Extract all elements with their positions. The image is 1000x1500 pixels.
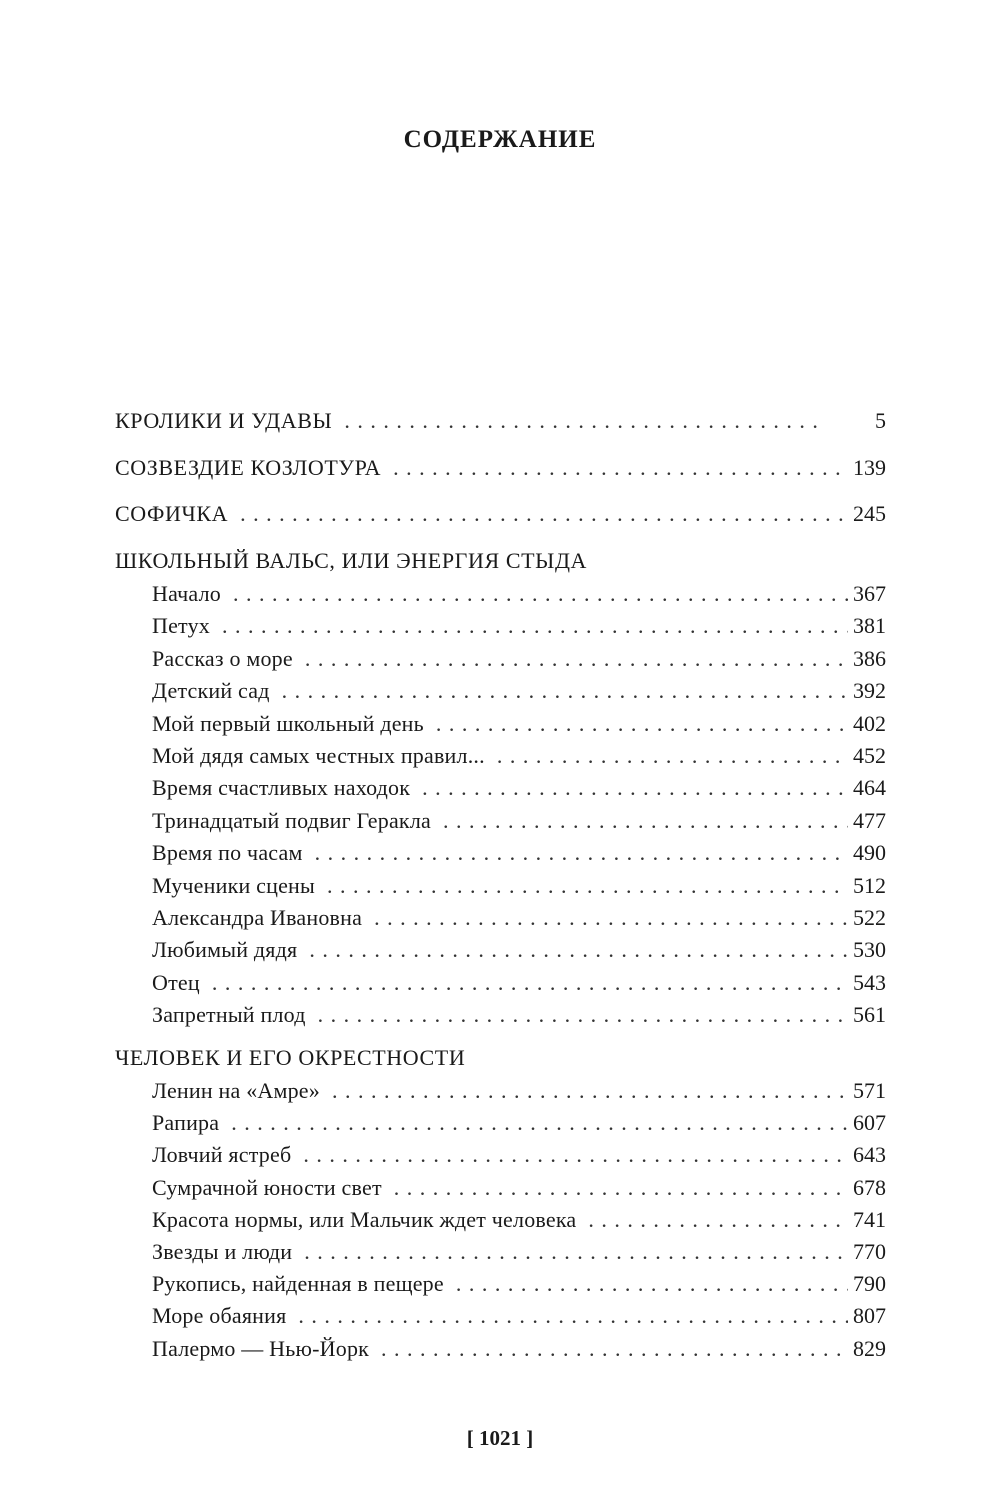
toc-subentry-title: Любимый дядя (152, 937, 298, 963)
section-heading: ШКОЛЬНЫЙ ВАЛЬС, ИЛИ ЭНЕРГИЯ СТЫДА (115, 548, 588, 573)
toc-subentry-title: Мой первый школьный день (152, 710, 424, 736)
toc-subentry[interactable] (152, 1140, 886, 1170)
dot-leader (240, 499, 848, 529)
toc-subentry[interactable] (152, 1237, 886, 1267)
toc-subentry-page: 561 (853, 1002, 886, 1028)
dot-leader (394, 1173, 848, 1203)
toc-entry[interactable] (115, 406, 886, 436)
toc-subentry-title: Сумрачной юности свет (152, 1174, 382, 1200)
toc-subentry[interactable] (152, 1000, 886, 1030)
toc-subentry[interactable] (152, 644, 886, 674)
toc-subentry[interactable] (152, 1334, 886, 1364)
toc-subentry-page: 678 (853, 1174, 886, 1200)
toc-entry[interactable] (115, 499, 886, 529)
toc-subentry-page: 643 (853, 1142, 886, 1168)
toc-subentry-page: 490 (853, 840, 886, 866)
toc-subentry-page: 829 (853, 1335, 886, 1361)
toc-subentry-page: 530 (853, 937, 886, 963)
dot-leader (456, 1269, 848, 1299)
toc-subentry-page: 807 (853, 1303, 886, 1329)
toc-subentry-page: 452 (853, 743, 886, 768)
toc-subentry-page: 770 (853, 1239, 886, 1264)
toc-subentry-page: 464 (853, 775, 886, 801)
dot-leader (315, 838, 848, 868)
toc-subentry-title: Рукопись, найденная в пещере (152, 1271, 444, 1297)
toc-entry-page: 5 (875, 408, 886, 433)
toc-entry-page: 139 (853, 455, 886, 480)
dot-leader (381, 1334, 848, 1364)
dot-leader (393, 453, 848, 483)
toc-subentry-page: 392 (853, 678, 886, 704)
toc-entry-title: СОЗВЕЗДИЕ КОЗЛОТУРА (115, 455, 382, 480)
toc-subentry-title: Рапира (152, 1110, 220, 1136)
toc-subentry-title: Петух (152, 613, 210, 639)
dot-leader (497, 741, 848, 771)
toc-subentry[interactable] (152, 871, 886, 901)
toc-subentry-page: 741 (853, 1206, 886, 1232)
toc-subentry[interactable] (152, 611, 886, 641)
toc-subentry-page: 790 (853, 1271, 886, 1297)
toc-subentry-title: Мой дядя самых честных правил... (152, 743, 485, 768)
dot-leader (305, 644, 848, 674)
toc-subentry[interactable] (152, 1076, 886, 1106)
toc-subentry[interactable] (152, 773, 886, 803)
dot-leader (436, 709, 848, 739)
toc-subentry[interactable] (152, 1269, 886, 1299)
toc-subentry-page: 571 (853, 1078, 886, 1103)
toc-subentry[interactable] (152, 1173, 886, 1203)
toc-subentry-page: 386 (853, 645, 886, 671)
toc-subentry-title: Море обаяния (152, 1303, 287, 1329)
toc-subentry-page: 607 (853, 1110, 886, 1136)
toc-subentry-title: Ленин на «Амре» (152, 1078, 320, 1103)
toc-entry-page: 245 (853, 501, 886, 526)
toc-subentry[interactable] (152, 1205, 886, 1235)
toc-subentry-title: Детский сад (152, 678, 270, 704)
toc-subentry-page: 477 (853, 807, 886, 833)
toc-subentry[interactable] (152, 968, 886, 998)
toc-subentry-title: Время по часам (152, 840, 303, 866)
toc-subentry-page: 367 (853, 581, 886, 606)
toc-subentry[interactable] (152, 741, 886, 771)
dot-leader (318, 1000, 848, 1030)
page-number: [ 1021 ] (466, 1426, 534, 1450)
toc-subentry-title: Время счастливых находок (152, 775, 411, 801)
dot-leader (304, 1237, 848, 1267)
toc-subentry-title: Мученики сцены (152, 872, 316, 898)
toc-subentry-title: Звезды и люди (152, 1239, 293, 1264)
dot-leader (303, 1140, 848, 1170)
toc-entry-title: СОФИЧКА (115, 501, 229, 526)
toc-entry-title: КРОЛИКИ И УДАВЫ (115, 408, 333, 433)
toc-subentry[interactable] (152, 676, 886, 706)
dot-leader (222, 611, 848, 641)
toc-subentry-title: Запретный плод (152, 1002, 306, 1028)
toc-subentry[interactable] (152, 579, 886, 609)
dot-leader (443, 806, 848, 836)
toc-subentry-title: Рассказ о море (152, 645, 293, 671)
dot-leader (422, 773, 848, 803)
toc-subentry-page: 512 (853, 872, 886, 898)
dot-leader (309, 935, 848, 965)
toc-subentry[interactable] (152, 709, 886, 739)
dot-leader (231, 1108, 848, 1138)
toc-subentry[interactable] (152, 1301, 886, 1331)
toc-subentry-page: 402 (853, 710, 886, 736)
toc-subentry-page: 522 (853, 905, 886, 930)
dot-leader (332, 1076, 848, 1106)
toc-subentry-title: Начало (152, 581, 221, 606)
dot-leader (327, 871, 848, 901)
toc-subentry-title: Александра Ивановна (152, 905, 363, 930)
toc-subentry-page: 543 (853, 969, 886, 995)
section-heading: ЧЕЛОВЕК И ЕГО ОКРЕСТНОСТИ (115, 1045, 466, 1070)
toc-subentry-title: Палермо — Нью-Йорк (152, 1335, 370, 1361)
toc-subentry-title: Красота нормы, или Мальчик ждет человека (152, 1206, 577, 1232)
toc-entry[interactable] (115, 453, 886, 483)
dot-leader (374, 903, 848, 933)
dot-leader (298, 1301, 848, 1331)
dot-leader (588, 1205, 848, 1235)
toc-subentry[interactable] (152, 806, 886, 836)
toc-subentry-title: Отец (152, 969, 200, 995)
toc-subentry[interactable] (152, 838, 886, 868)
dot-leader (344, 406, 822, 436)
toc-subentry-title: Ловчий ястреб (152, 1142, 292, 1168)
dot-leader (233, 579, 848, 609)
toc-subentry-title: Тринадцатый подвиг Геракла (152, 807, 431, 833)
toc-subentry[interactable] (152, 903, 886, 933)
dot-leader (282, 676, 848, 706)
toc-subentry[interactable] (152, 1108, 886, 1138)
toc-subentry-page: 381 (853, 613, 886, 639)
dot-leader (212, 968, 848, 998)
page-title: СОДЕРЖАНИЕ (403, 126, 597, 153)
toc-subentry[interactable] (152, 935, 886, 965)
